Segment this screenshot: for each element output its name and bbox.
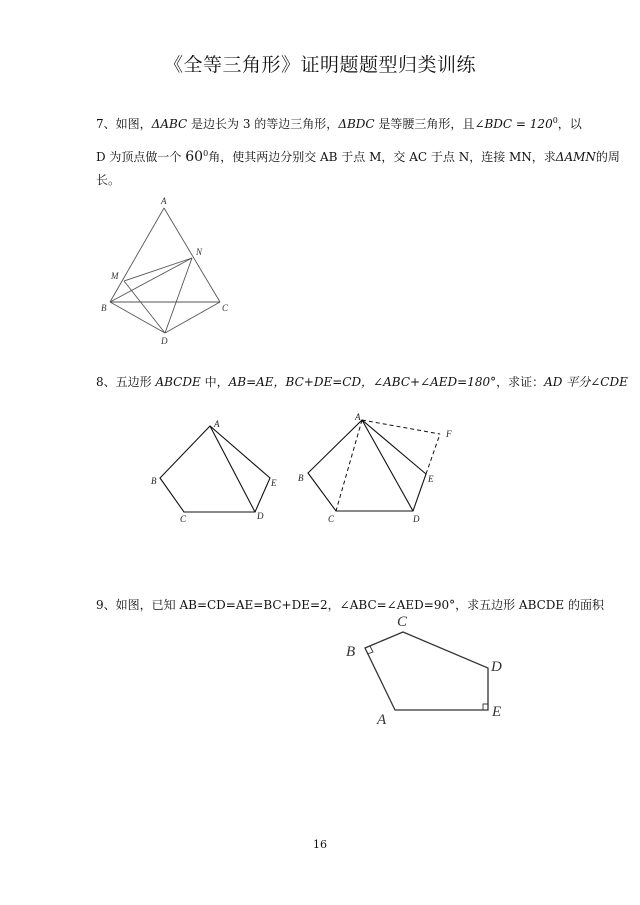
label-d: D: [491, 659, 502, 675]
label-d: D: [413, 514, 420, 524]
pentagon-abcde: [365, 632, 488, 710]
label-a: A: [377, 712, 387, 728]
problem-7-text: 的周: [595, 150, 620, 164]
problem-9-number: 9、: [96, 598, 116, 612]
problem-7-text: 是等腰三角形，且: [374, 117, 475, 131]
triangle-abc: ΔABC: [151, 117, 188, 131]
label-a: A: [161, 196, 167, 206]
label-b: B: [101, 303, 107, 313]
label-e: E: [492, 704, 502, 720]
label-n: N: [196, 247, 203, 257]
angle-bdc: ∠BDC = 120: [474, 117, 553, 131]
triangle-bdc: ΔBDC: [338, 117, 375, 131]
problem-7-text: 是边长为 3 的等边三角形，: [187, 117, 339, 131]
label-c: C: [397, 614, 408, 630]
label-e: E: [271, 478, 277, 488]
label-d: D: [161, 336, 168, 346]
problem-7-text: 角，使其两边分别交 AB 于点 M，交 AC 于点 N，连接 MN，求: [208, 150, 556, 164]
page-number: 16: [313, 838, 327, 851]
angle-60: 60: [185, 149, 204, 165]
problem-9-text: 如图，已知 AB=CD=AE=BC+DE=2，∠ABC=∠AED=90°，求五边形 ABCDE 的面积: [115, 598, 605, 612]
label-c: C: [180, 514, 187, 524]
problem-7-text: ，以: [557, 117, 582, 131]
label-c: C: [328, 514, 335, 524]
label-a: A: [214, 419, 220, 429]
degree-mark: 0: [552, 116, 558, 125]
label-a: A: [355, 412, 361, 422]
label-b: B: [298, 473, 304, 483]
label-e: E: [428, 474, 434, 484]
problem-8-number: 8、: [96, 375, 116, 389]
problem-8-text: 五边形: [115, 375, 156, 389]
degree-mark: 0: [203, 149, 209, 158]
problem-8-text: ，求证：: [496, 375, 545, 389]
label-b: B: [346, 644, 356, 660]
label-d: D: [257, 511, 264, 521]
label-f: F: [446, 429, 452, 439]
label-c: C: [222, 303, 229, 313]
problem-8-goal: AD 平分∠CDE: [544, 375, 628, 389]
pentagon-name: ABCDE: [155, 375, 201, 389]
label-m: M: [111, 271, 119, 281]
label-b: B: [151, 476, 157, 486]
right-angle-mark-e: [483, 704, 488, 710]
problem-7-text: D 为顶点做一个: [96, 150, 186, 164]
triangle-amn: ΔAMN: [555, 150, 596, 164]
problem-7-number: 7、: [96, 117, 116, 131]
problem-7-text: 长。: [96, 173, 121, 187]
page-title: 《全等三角形》证明题题型归类训练: [163, 54, 476, 76]
problem-8-condition: AB=AE，BC+DE=CD，∠ABC+∠AED=180°: [228, 375, 497, 389]
problem-8-text: 中，: [200, 375, 229, 389]
problem-7-text: 如图，: [115, 117, 152, 131]
